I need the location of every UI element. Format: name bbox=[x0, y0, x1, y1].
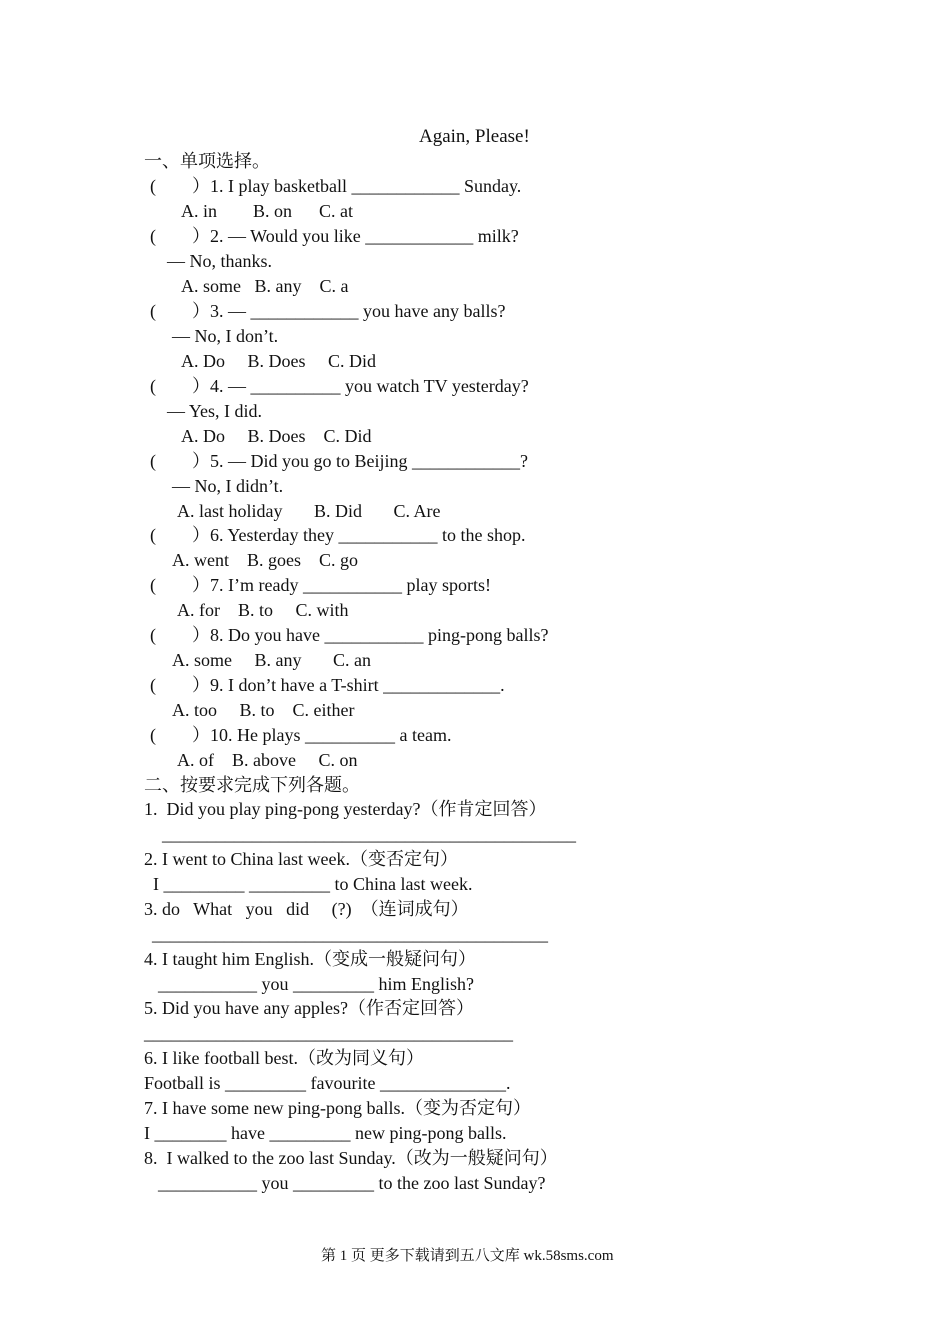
question-2-reply: — No, thanks. bbox=[167, 251, 272, 271]
page-footer: 第 1 页 更多下载请到五八文库 wk.58sms.com bbox=[321, 1248, 614, 1264]
task-7-answer-line: I ________ have _________ new ping-pong balls. bbox=[144, 1123, 507, 1143]
task-6: 6. I like football best.（改为同义句） bbox=[144, 1048, 424, 1068]
question-7-options: A. for B. to C. with bbox=[177, 600, 349, 620]
question-5: ( ）5. — Did you go to Beijing ____________? bbox=[150, 451, 528, 471]
task-1-answer-line: ______________________________________________ bbox=[162, 824, 576, 844]
question-2: ( ）2. — Would you like ____________ milk? bbox=[150, 226, 519, 246]
question-8-options: A. some B. any C. an bbox=[172, 650, 371, 670]
question-4-options: A. Do B. Does C. Did bbox=[181, 426, 372, 446]
task-3: 3. do What you did (?) （连词成句） bbox=[144, 899, 469, 919]
task-7: 7. I have some new ping-pong balls.（变为否定句） bbox=[144, 1098, 531, 1118]
section-1-heading: 一、单项选择。 bbox=[144, 151, 270, 171]
question-3: ( ）3. — ____________ you have any balls? bbox=[150, 301, 506, 321]
question-10-options: A. of B. above C. on bbox=[177, 750, 358, 770]
question-1-options: A. in B. on C. at bbox=[181, 201, 354, 221]
section-2-heading: 二、按要求完成下列各题。 bbox=[144, 775, 360, 795]
question-7: ( ）7. I’m ready ___________ play sports! bbox=[150, 575, 491, 595]
task-4: 4. I taught him English.（变成一般疑问句） bbox=[144, 949, 476, 969]
question-5-reply: — No, I didn’t. bbox=[172, 476, 284, 496]
task-5: 5. Did you have any apples?（作否定回答） bbox=[144, 998, 474, 1018]
task-5-answer-line: _________________________________________ bbox=[144, 1023, 513, 1043]
question-6-options: A. went B. goes C. go bbox=[172, 550, 358, 570]
question-2-options: A. some B. any C. a bbox=[181, 276, 349, 296]
task-4-answer-line: ___________ you _________ him English? bbox=[158, 974, 474, 994]
question-3-reply: — No, I don’t. bbox=[172, 326, 279, 346]
question-9-options: A. too B. to C. either bbox=[172, 700, 355, 720]
task-8-answer-line: ___________ you _________ to the zoo last Sunday? bbox=[158, 1173, 546, 1193]
task-1: 1. Did you play ping-pong yesterday?（作肯定回答） bbox=[144, 799, 547, 819]
question-6: ( ）6. Yesterday they ___________ to the shop. bbox=[150, 525, 526, 545]
question-4-reply: — Yes, I did. bbox=[167, 401, 263, 421]
question-3-options: A. Do B. Does C. Did bbox=[181, 351, 377, 371]
question-4: ( ）4. — __________ you watch TV yesterday? bbox=[150, 376, 529, 396]
question-5-options: A. last holiday B. Did C. Are bbox=[177, 501, 441, 521]
task-3-answer-line: ____________________________________________ bbox=[152, 924, 548, 944]
task-8: 8. I walked to the zoo last Sunday.（改为一般疑问句） bbox=[144, 1148, 558, 1168]
task-2: 2. I went to China last week.（变否定句） bbox=[144, 849, 458, 869]
question-9: ( ）9. I don’t have a T-shirt _____________. bbox=[150, 675, 505, 695]
task-2-answer-line: I _________ _________ to China last week. bbox=[153, 874, 473, 894]
question-1: ( ）1. I play basketball ____________ Sunday. bbox=[150, 176, 522, 196]
question-8: ( ）8. Do you have ___________ ping-pong balls? bbox=[150, 625, 549, 645]
page-title: Again, Please! bbox=[419, 126, 530, 147]
task-6-answer-line: Football is _________ favourite ______________. bbox=[144, 1073, 511, 1093]
question-10: ( ）10. He plays __________ a team. bbox=[150, 725, 452, 745]
